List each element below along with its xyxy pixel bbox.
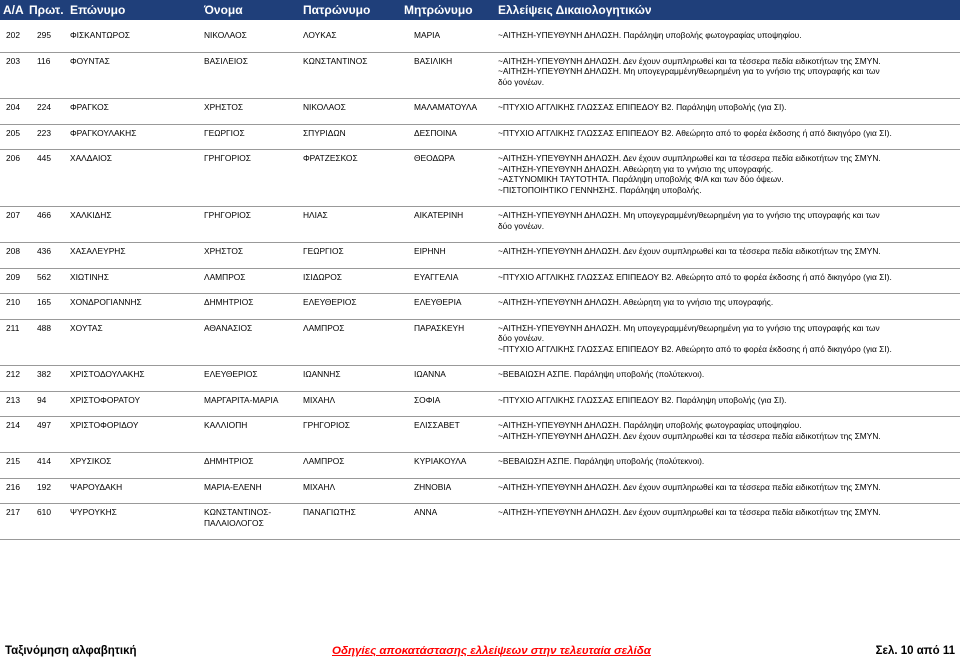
cell-protocol: 94 [37, 394, 47, 405]
cell-mother: ΕΛΕΥΘΕΡΙΑ [414, 297, 462, 307]
cell-aa: 202 [6, 30, 20, 40]
cell-aa: 217 [6, 507, 20, 517]
cell-protocol: 497 [37, 420, 51, 430]
cell-mother: ΕΛΙΣΣΑΒΕΤ [414, 420, 460, 430]
cell-aa: 203 [6, 55, 20, 66]
issue-line: ~ΠΙΣΤΟΠΟΙΗΤΙΚΟ ΓΕΝΝΗΣΗΣ. Παράληψη υποβολής. [498, 184, 702, 195]
issue-line: ~ΑΙΤΗΣΗ-ΥΠΕΥΘΥΝΗ ΔΗΛΩΣΗ. Δεν έχουν συμπληρωθεί και τα τέσσερα πεδία ειδικοτήτων της ΣΜΥΝ. [498, 430, 881, 441]
cell-mother: ΚΥΡΙΑΚΟΥΛΑ [414, 456, 467, 466]
table-row [0, 269, 960, 295]
column-header-aa: Α/Α [3, 3, 24, 17]
column-header-protocol: Πρωτ. [29, 3, 64, 17]
cell-issues [498, 246, 881, 257]
table-header [0, 0, 960, 20]
cell-father: ΛΟΥΚΑΣ [303, 30, 337, 40]
cell-issues [498, 102, 786, 113]
cell-name: ΔΗΜΗΤΡΙΟΣ [204, 297, 254, 307]
cell-aa: 215 [6, 456, 20, 466]
cell-protocol: 192 [37, 481, 51, 492]
sort-label: Ταξινόμηση αλφαβητική [5, 645, 137, 657]
issue-line: ~ΑΙΤΗΣΗ-ΥΠΕΥΘΥΝΗ ΔΗΛΩΣΗ. Δεν έχουν συμπληρωθεί και τα τέσσερα πεδία ειδικοτήτων της ΣΜΥΝ. [498, 481, 881, 492]
table-row [0, 27, 960, 53]
table-row [0, 125, 960, 151]
cell-father: ΛΑΜΠΡΟΣ [303, 322, 345, 333]
column-header-name: Όνομα [204, 3, 243, 17]
cell-surname: ΧΑΣΑΛΕΥΡΗΣ [70, 246, 126, 256]
cell-surname: ΦΟΥΝΤΑΣ [70, 55, 110, 66]
cell-protocol: 445 [37, 153, 51, 163]
table-row [0, 294, 960, 320]
cell-mother: ΠΑΡΑΣΚΕΥΗ [414, 322, 465, 333]
table-row [0, 479, 960, 505]
cell-name: ΜΑΡΓΑΡΙΤΑ-ΜΑΡΙΑ [204, 394, 279, 405]
cell-surname: ΧΡΙΣΤΟΔΟΥΛΑΚΗΣ [70, 369, 145, 379]
cell-name: ΝΙΚΟΛΑΟΣ [204, 30, 247, 40]
cell-surname: ΧΡΥΣΙΚΟΣ [70, 456, 112, 466]
cell-father: ΚΩΝΣΤΑΝΤΙΝΟΣ [303, 55, 368, 66]
cell-protocol: 224 [37, 102, 51, 112]
cell-father: ΦΡΑΤΖΕΣΚΟΣ [303, 153, 358, 163]
table-row [0, 504, 960, 540]
cell-father: ΕΛΕΥΘΕΡΙΟΣ [303, 297, 357, 307]
cell-mother: ΖΗΝΟΒΙΑ [414, 481, 452, 492]
cell-father: ΗΛΙΑΣ [303, 210, 328, 220]
issue-line: ~ΒΕΒΑΙΩΣΗ ΑΣΠΕ. Παράληψη υποβολής (πολύτεκνοι). [498, 369, 705, 379]
cell-issues [498, 323, 892, 355]
cell-protocol: 488 [37, 322, 51, 333]
cell-aa: 208 [6, 246, 20, 256]
cell-mother: ΜΑΛΑΜΑΤΟΥΛΑ [414, 102, 478, 112]
cell-father: ΠΑΝΑΓΙΩΤΗΣ [303, 507, 356, 517]
cell-name: ΓΕΩΡΓΙΟΣ [204, 127, 245, 138]
cell-issues [498, 56, 881, 88]
cell-aa: 206 [6, 153, 20, 163]
cell-name: ΓΡΗΓΟΡΙΟΣ [204, 153, 251, 163]
applicants-table [0, 27, 960, 540]
cell-surname: ΦΡΑΓΚΟΣ [70, 102, 109, 112]
cell-issues [498, 369, 704, 380]
cell-protocol: 562 [37, 271, 51, 282]
cell-father: ΜΙΧΑΗΛ [303, 394, 336, 405]
cell-aa: 204 [6, 102, 20, 112]
cell-protocol: 414 [37, 456, 51, 466]
cell-protocol: 382 [37, 369, 51, 379]
issue-line: ~ΑΙΤΗΣΗ-ΥΠΕΥΘΥΝΗ ΔΗΛΩΣΗ. Δεν έχουν συμπληρωθεί και τα τέσσερα πεδία ειδικοτήτων της ΣΜΥΝ. [498, 246, 881, 256]
cell-name: ΛΑΜΠΡΟΣ [204, 271, 246, 282]
cell-issues [498, 420, 881, 441]
cell-protocol: 223 [37, 127, 51, 138]
cell-name: ΒΑΣΙΛΕΙΟΣ [204, 55, 248, 66]
issue-line: ~ΑΙΤΗΣΗ-ΥΠΕΥΘΥΝΗ ΔΗΛΩΣΗ. Δεν έχουν συμπληρωθεί και τα τέσσερα πεδία ειδικοτήτων της ΣΜΥΝ. [498, 153, 881, 163]
table-row [0, 53, 960, 100]
cell-issues [498, 395, 786, 406]
cell-name: ΚΩΝΣΤΑΝΤΙΝΟΣ-ΠΑΛΑΙΟΛΟΓΟΣ [204, 507, 272, 528]
cell-name: ΧΡΗΣΤΟΣ [204, 102, 244, 112]
cell-mother: ΔΕΣΠΟΙΝΑ [414, 127, 457, 138]
cell-father: ΙΩΑΝΝΗΣ [303, 369, 341, 379]
cell-father: ΣΠΥΡΙΔΩΝ [303, 127, 346, 138]
cell-surname: ΧΡΙΣΤΟΦΟΡΑΤΟΥ [70, 394, 141, 405]
cell-name: ΚΑΛΛΙΟΠΗ [204, 420, 248, 430]
issue-line: ~ΠΤΥΧΙΟ ΑΓΓΛΙΚΗΣ ΓΛΩΣΣΑΣ ΕΠΙΠΕΔΟΥ Β2. Παράληψη υποβολής (για ΣΙ). [498, 102, 787, 112]
cell-aa: 211 [6, 322, 20, 333]
table-row [0, 366, 960, 392]
issue-line: ~ΑΣΤΥΝΟΜΙΚΗ ΤΑΥΤΟΤΗΤΑ. Παράληψη υποβολής Φ/Α και των δύο όψεων. [498, 174, 784, 184]
cell-issues [498, 507, 881, 518]
issue-line: δύο γονέων. [498, 76, 545, 87]
instructions-link[interactable]: Οδηγίες αποκατάστασης ελλείψεων στην τελευταία σελίδα [332, 645, 651, 657]
table-row [0, 417, 960, 453]
cell-issues [498, 30, 802, 41]
issue-line: ~ΑΙΤΗΣΗ-ΥΠΕΥΘΥΝΗ ΔΗΛΩΣΗ. Αθεώρητη για το γνήσιο της υπογραφής. [498, 163, 774, 174]
issue-line: ~ΑΙΤΗΣΗ-ΥΠΕΥΘΥΝΗ ΔΗΛΩΣΗ. Δεν έχουν συμπληρωθεί και τα τέσσερα πεδία ειδικοτήτων της ΣΜΥΝ. [498, 507, 881, 517]
cell-father: ΝΙΚΟΛΑΟΣ [303, 102, 346, 112]
cell-name: ΑΘΑΝΑΣΙΟΣ [204, 322, 253, 333]
column-header-father: Πατρώνυμο [303, 3, 371, 17]
column-header-surname: Επώνυμο [70, 3, 126, 17]
cell-father: ΓΡΗΓΟΡΙΟΣ [303, 420, 350, 430]
cell-protocol: 466 [37, 210, 51, 220]
cell-issues [498, 128, 892, 139]
cell-surname: ΧΑΛΔΑΙΟΣ [70, 153, 112, 163]
cell-protocol: 116 [37, 55, 51, 66]
issue-line: ~ΑΙΤΗΣΗ-ΥΠΕΥΘΥΝΗ ΔΗΛΩΣΗ. Μη υπογεγραμμένη/θεωρημένη για το γνήσιο της υπογραφής και των [498, 210, 880, 220]
cell-aa: 213 [6, 394, 20, 405]
cell-surname: ΦΡΑΓΚΟΥΛΑΚΗΣ [70, 127, 137, 138]
cell-issues [498, 272, 892, 283]
table-row [0, 207, 960, 243]
cell-mother: ΑΝΝΑ [414, 507, 438, 517]
cell-protocol: 295 [37, 30, 51, 40]
issue-line: ~ΠΤΥΧΙΟ ΑΓΓΛΙΚΗΣ ΓΛΩΣΣΑΣ ΕΠΙΠΕΔΟΥ Β2. Αθεώρητο από το φορέα έκδοσης ή από δικηγόρο (για ΣΙ). [498, 271, 892, 282]
cell-name: ΔΗΜΗΤΡΙΟΣ [204, 456, 254, 466]
cell-surname: ΨΥΡΟΥΚΗΣ [70, 507, 117, 517]
cell-surname: ΨΑΡΟΥΔΑΚΗ [70, 481, 123, 492]
cell-surname: ΧΟΥΤΑΣ [70, 322, 103, 333]
issue-line: ~ΑΙΤΗΣΗ-ΥΠΕΥΘΥΝΗ ΔΗΛΩΣΗ. Παράληψη υποβολής φωτογραφίας υποψηφίου. [498, 420, 802, 430]
cell-protocol: 610 [37, 507, 51, 517]
column-header-mother: Μητρώνυμο [404, 3, 473, 17]
issue-line: ~ΑΙΤΗΣΗ-ΥΠΕΥΘΥΝΗ ΔΗΛΩΣΗ. Δεν έχουν συμπληρωθεί και τα τέσσερα πεδία ειδικοτήτων της ΣΜΥΝ. [498, 55, 881, 66]
table-row [0, 320, 960, 367]
cell-protocol: 165 [37, 297, 51, 307]
cell-issues [498, 153, 881, 195]
issue-line: ~ΠΤΥΧΙΟ ΑΓΓΛΙΚΗΣ ΓΛΩΣΣΑΣ ΕΠΙΠΕΔΟΥ Β2. Παράληψη υποβολής (για ΣΙ). [498, 394, 787, 405]
table-row [0, 243, 960, 269]
page-number: Σελ. 10 από 11 [875, 645, 955, 657]
cell-surname: ΧΙΩΤΙΝΗΣ [70, 271, 109, 282]
cell-aa: 216 [6, 481, 20, 492]
cell-name: ΧΡΗΣΤΟΣ [204, 246, 244, 256]
table-row [0, 392, 960, 418]
cell-name: ΓΡΗΓΟΡΙΟΣ [204, 210, 251, 220]
issue-line: ~ΠΤΥΧΙΟ ΑΓΓΛΙΚΗΣ ΓΛΩΣΣΑΣ ΕΠΙΠΕΔΟΥ Β2. Αθεώρητο από το φορέα έκδοσης ή από δικηγόρο (για ΣΙ). [498, 127, 892, 138]
cell-aa: 205 [6, 127, 20, 138]
table-row [0, 453, 960, 479]
cell-name: ΜΑΡΙΑ-ΕΛΕΝΗ [204, 481, 262, 492]
issue-line: ~ΑΙΤΗΣΗ-ΥΠΕΥΘΥΝΗ ΔΗΛΩΣΗ. Μη υπογεγραμμένη/θεωρημένη για το γνήσιο της υπογραφής και των [498, 322, 880, 333]
cell-aa: 207 [6, 210, 20, 220]
cell-mother: ΣΟΦΙΑ [414, 394, 441, 405]
cell-father: ΜΙΧΑΗΛ [303, 481, 336, 492]
cell-mother: ΜΑΡΙΑ [414, 30, 441, 40]
cell-father: ΓΕΩΡΓΙΟΣ [303, 246, 344, 256]
issue-line: ~ΑΙΤΗΣΗ-ΥΠΕΥΘΥΝΗ ΔΗΛΩΣΗ. Αθεώρητη για το γνήσιο της υπογραφής. [498, 297, 774, 307]
cell-surname: ΧΟΝΔΡΟΓΙΑΝΝΗΣ [70, 297, 142, 307]
table-row [0, 150, 960, 207]
issue-line: ~ΑΙΤΗΣΗ-ΥΠΕΥΘΥΝΗ ΔΗΛΩΣΗ. Παράληψη υποβολής φωτογραφίας υποψηφίου. [498, 30, 802, 40]
cell-surname: ΧΑΛΚΙΔΗΣ [70, 210, 112, 220]
cell-issues [498, 456, 704, 467]
cell-aa: 209 [6, 271, 20, 282]
table-row [0, 99, 960, 125]
cell-mother: ΙΩΑΝΝΑ [414, 369, 446, 379]
cell-aa: 212 [6, 369, 20, 379]
cell-surname: ΦΙΣΚΑΝΤΩΡΟΣ [70, 30, 130, 40]
issue-line: ~ΒΕΒΑΙΩΣΗ ΑΣΠΕ. Παράληψη υποβολής (πολύτεκνοι). [498, 456, 705, 466]
column-header-issues: Ελλείψεις Δικαιολογητικών [498, 3, 652, 17]
cell-issues [498, 210, 880, 231]
cell-mother: ΕΥΑΓΓΕΛΙΑ [414, 271, 459, 282]
issue-line: ~ΠΤΥΧΙΟ ΑΓΓΛΙΚΗΣ ΓΛΩΣΣΑΣ ΕΠΙΠΕΔΟΥ Β2. Αθεώρητο από το φορέα έκδοσης ή από δικηγόρο (για ΣΙ). [498, 343, 892, 354]
cell-issues [498, 297, 773, 308]
cell-aa: 214 [6, 420, 20, 430]
cell-mother: ΒΑΣΙΛΙΚΗ [414, 55, 453, 66]
cell-mother: ΑΙΚΑΤΕΡΙΝΗ [414, 210, 464, 220]
cell-father: ΛΑΜΠΡΟΣ [303, 456, 345, 466]
cell-surname: ΧΡΙΣΤΟΦΟΡΙΔΟΥ [70, 420, 139, 430]
cell-protocol: 436 [37, 246, 51, 256]
cell-father: ΙΣΙΔΩΡΟΣ [303, 271, 342, 282]
cell-name: ΕΛΕΥΘΕΡΙΟΣ [204, 369, 258, 379]
cell-issues [498, 482, 881, 493]
cell-mother: ΕΙΡΗΝΗ [414, 246, 446, 256]
issue-line: δύο γονέων. [498, 333, 545, 343]
page-footer [0, 641, 960, 659]
issue-line: δύο γονέων. [498, 220, 545, 231]
cell-mother: ΘΕΟΔΩΡΑ [414, 153, 455, 163]
cell-aa: 210 [6, 297, 20, 307]
issue-line: ~ΑΙΤΗΣΗ-ΥΠΕΥΘΥΝΗ ΔΗΛΩΣΗ. Μη υπογεγραμμένη/θεωρημένη για το γνήσιο της υπογραφής και των [498, 66, 880, 76]
